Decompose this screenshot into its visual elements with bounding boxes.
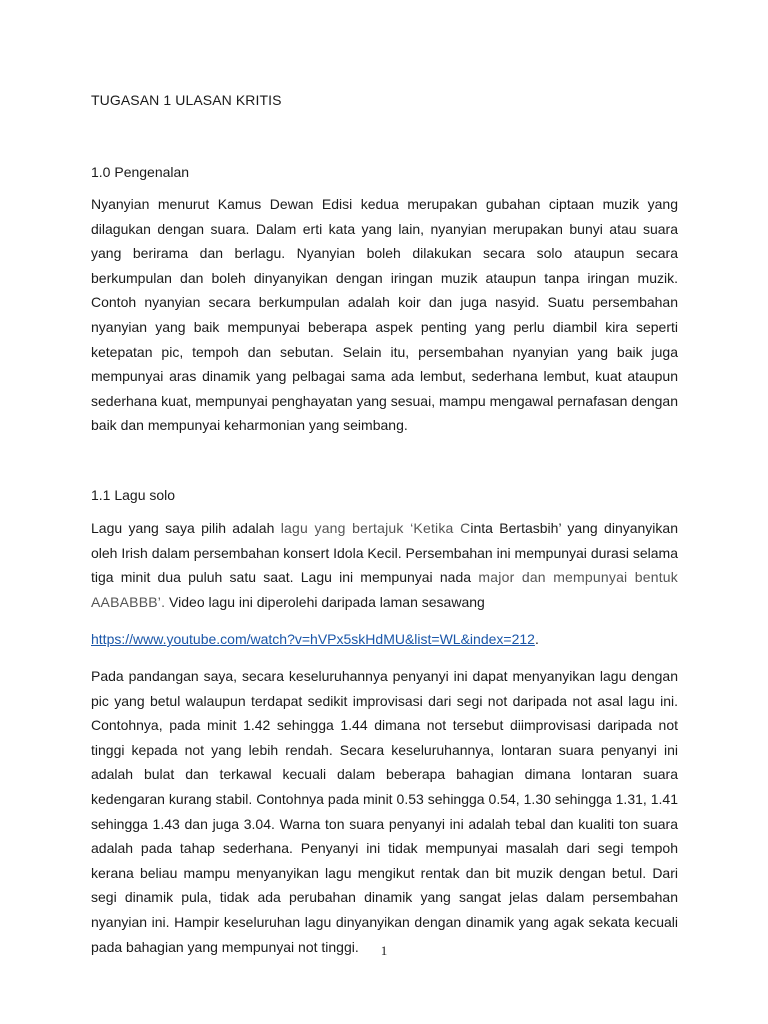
paragraph-pengenalan: Nyanyian menurut Kamus Dewan Edisi kedua merupakan gubahan ciptaan muzik yang dilagukan dengan suara. Dalam erti kata yang lain, nyanyian merupakan bunyi atau suara yang berirama dan berlagu. Nyanyian boleh dilakukan secara solo ataupun secara berkumpulan dan boleh dinyanyikan dengan iringan muzik ataupun tanpa iringan muzik. Contoh nyanyian secara berkumpulan adalah koir dan juga nasyid. Suatu persembahan nyanyian yang baik mempunyai beberapa aspek penting yang perlu diambil kira seperti ketepatan pic, tempoh dan sebutan. Selain itu, persembahan nyanyian yang baik juga mempunyai aras dinamik yang pelbagai sama ada lembut, sederhana lembut, kuat ataupun sederhana kuat, mempunyai penghayatan yang sesuai, mampu mengawal pernafasan dengan baik dan mempunyai keharmonian yang seimbang. (91, 196, 678, 434)
paragraph-lagu-solo-intro (91, 516, 678, 614)
paragraph-text: Lagu yang saya pilih adalah (91, 520, 281, 536)
youtube-link[interactable]: https://www.youtube.com/watch?v=hVPx5skHdMU&list=WL&index=212 (91, 631, 535, 647)
link-suffix: . (534, 631, 539, 647)
paragraph-ulasan: Pada pandangan saya, secara keseluruhannya penyanyi ini dapat menyanyikan lagu dengan pic yang betul walaupun terdapat sedikit improvisasi dari segi not daripada not asal lagu ini. Contohnya, pada minit 1.42 sehingga 1.44 dimana not tersebut diimprovisasi daripada not tinggi kepada not yang lebih rendah. Secara keseluruhannya, lontaran suara penyanyi ini adalah bulat dan terkawal kecuali dalam beberapa bahagian dimana lontaran suara kedengaran kurang stabil. Contohnya pada minit 0.53 sehingga 0.54, 1.30 sehingga 1.31, 1.41 sehingga 1.43 dan juga 3.04. Warna ton suara penyanyi ini adalah tebal dan kualiti ton suara adalah pada tahap sederhana. Penyanyi ini tidak mempunyai masalah dari segi tempoh kerana beliau mampu menyanyikan lagu mengikut rentak dan bit muzik dengan betul. Dari segi dinamik pula, tidak ada perubahan dinamik yang sangat jelas dalam persembahan nyanyian ini. Hampir keseluruhan lagu dinyanyikan dengan dinamik yang agak sekata kecuali pada bahagian yang mempunyai not tinggi. (91, 668, 678, 955)
section-heading-pengenalan: 1.0 Pengenalan (91, 164, 190, 180)
paragraph-text-light: lagu yang bertajuk ‘Ketika C (280, 520, 471, 536)
paragraph-video-link (91, 627, 678, 652)
document-title: TUGASAN 1 ULASAN KRITIS (91, 92, 282, 108)
paragraph-text-light: major dan mempunyai bentuk AABABBB’. (91, 569, 678, 610)
paragraph-text: inta Bertasbih’ yang dinyanyikan oleh Irish dalam persembahan konsert Idola Kecil. Persembahan ini mempunyai durasi selama tiga minit dua puluh satu saat. Lagu ini mempunyai nada (91, 520, 678, 586)
page-number: 1 (380, 943, 388, 958)
section-heading-lagu-solo: 1.1 Lagu solo (91, 487, 176, 503)
paragraph-text: Video lagu ini diperolehi daripada laman sesawang (165, 593, 485, 610)
